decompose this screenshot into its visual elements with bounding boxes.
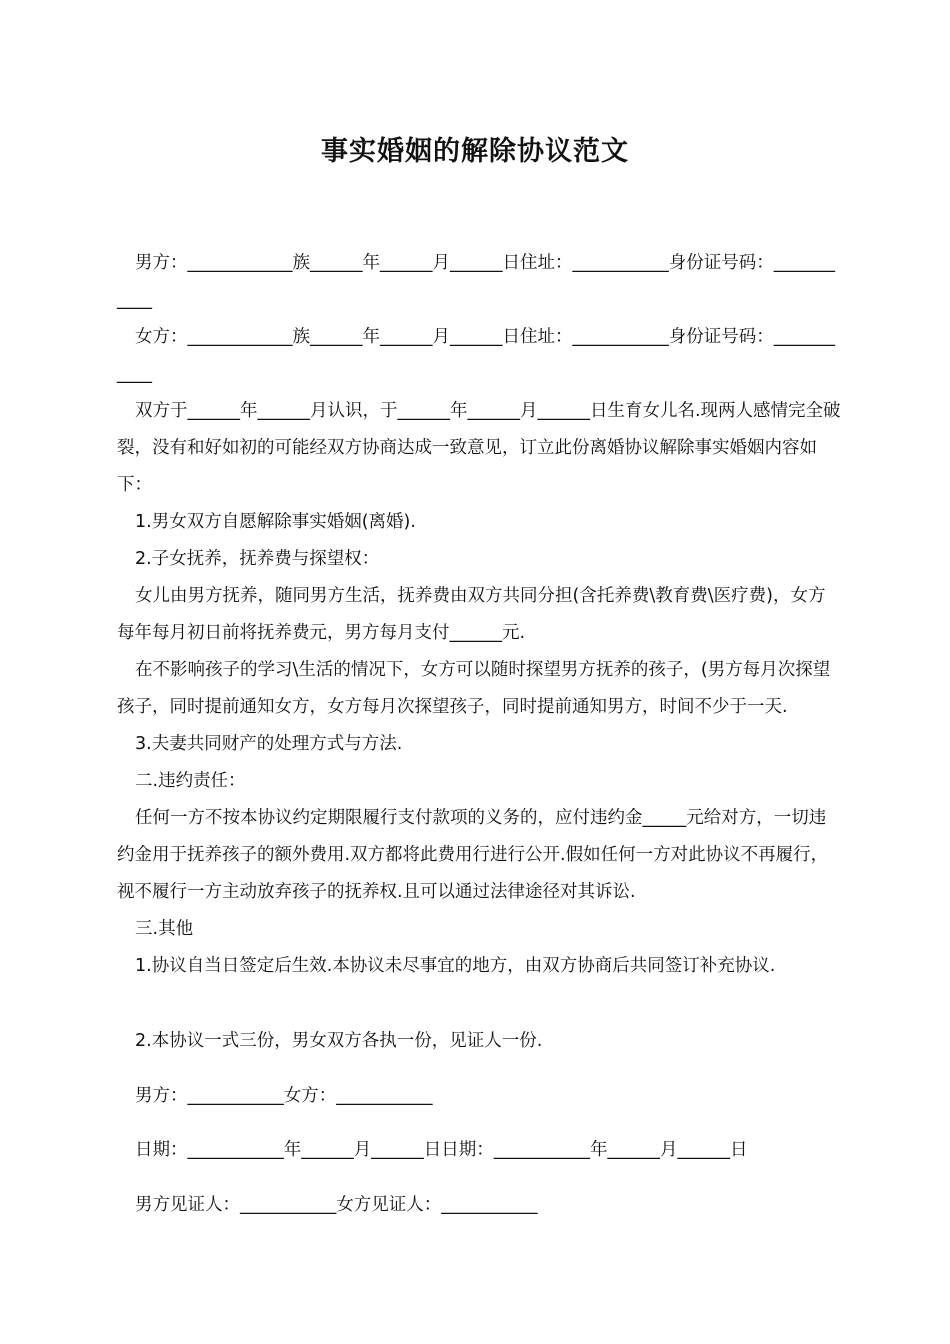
spacer (117, 985, 842, 1023)
other-clause-2: 2.本协议一式三份，男女双方各执一份，见证人一份. (135, 1031, 543, 1051)
other-clause-1: 1.协议自当日签定后生效.本协议未尽事宜的地方，由双方协商后共同签订补充协议. (135, 956, 776, 976)
male-party-info: 男方：____________族______年______月______日住址：___________身份证号码：___________ (117, 253, 835, 310)
clause-2-visitation-text: 在不影响孩子的学习\生活的情况下，女方可以随时探望男方抚养的孩子，(男方每月次探望孩子，同时提前通知女方，女方每月次探望孩子，同时提前通知男方，时间不少于一天. (117, 660, 831, 717)
section-3-heading: 三.其他 (135, 919, 194, 939)
clause-2-heading: 2.子女抚养，抚养费与探望权： (135, 549, 380, 569)
signature-dates: 日期：___________年______月______日日期：___________年______月______日 (135, 1140, 748, 1160)
female-party-info: 女方：____________族______年______月______日住址：___________身份证号码：___________ (117, 327, 835, 384)
clause-2-custody-text: 女儿由男方抚养，随同男方生活，抚养费由双方共同分担(含托养费\教育费\医疗费)，女方每年每月初日前将抚养费元，男方每月支付______元. (117, 586, 826, 643)
signature-witnesses: 男方见证人：___________女方见证人：___________ (135, 1194, 538, 1215)
clause-3: 3.夫妻共同财产的处理方式与方法. (135, 734, 403, 754)
signature-parties: 男方：___________女方：___________ (135, 1085, 433, 1106)
document-title: 事实婚姻的解除协议范文 (321, 136, 629, 167)
document-body (117, 245, 842, 1241)
clause-1: 1.男女双方自愿解除事实婚姻(离婚). (135, 512, 416, 532)
section-2-text: 任何一方不按本协议约定期限履行支付款项的义务的，应付违约金_____元给对方，一切违约金用于抚养孩子的额外费用.双方都将此费用行进行公开.假如任何一方对此协议不再履行，视不履行一方主动放弃孩子的抚养权.且可以通过法律途径对其诉讼. (117, 808, 829, 902)
section-2-heading: 二.违约责任： (135, 771, 246, 791)
intro-paragraph: 双方于______年______月认识，于______年______月______日生育女儿名.现两人感情完全破裂，没有和好如初的可能经双方协商达成一致意见，订立此份离婚协议解除事实婚姻内容如下： (117, 401, 841, 495)
